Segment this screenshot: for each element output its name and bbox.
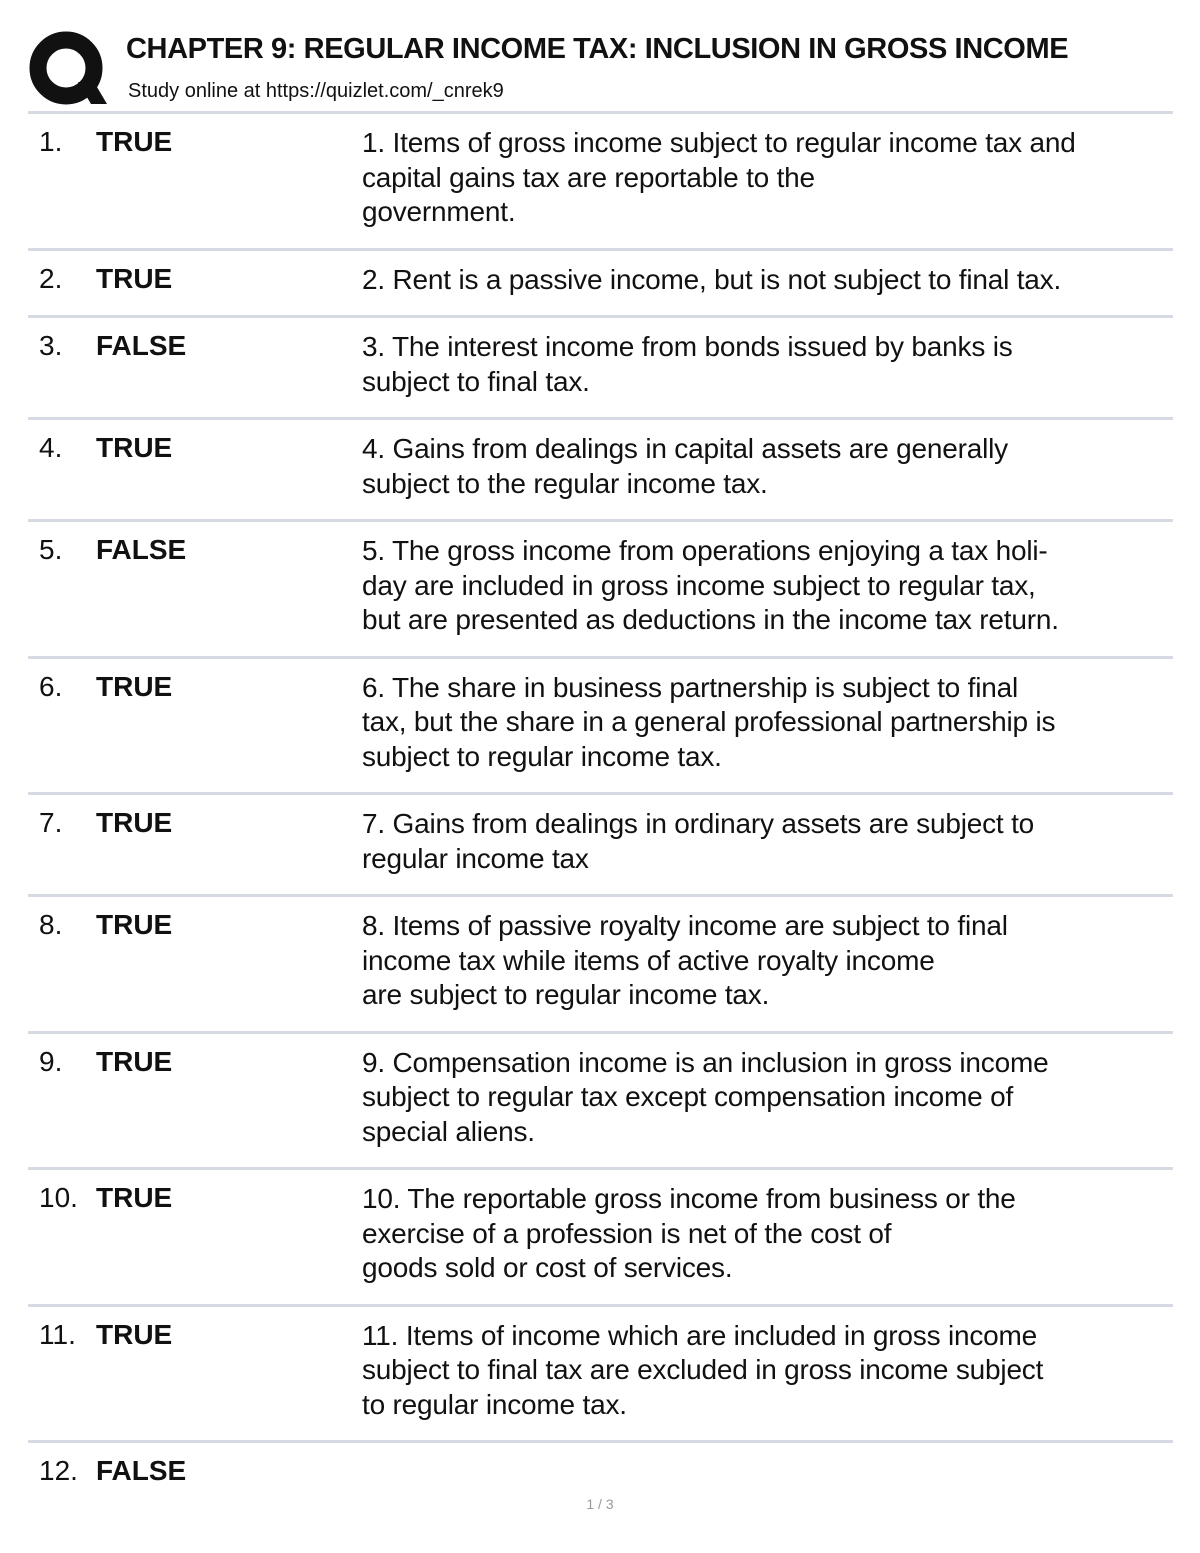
flashcard-number: 5. <box>39 534 63 565</box>
definition-line: subject to the regular income tax. <box>362 467 768 499</box>
flashcard-definition <box>362 1182 1162 1286</box>
definition-line: goods sold or cost of services. <box>362 1252 733 1283</box>
definition-line: 7. Gains from dealings in ordinary assets are subject to <box>362 808 1035 839</box>
flashcard-list <box>28 114 1173 1511</box>
definition-line: tax, but the share in a general professional partnership is <box>362 706 1056 737</box>
flashcard-term: TRUE <box>96 432 173 463</box>
flashcard-number: 12. <box>39 1455 78 1486</box>
definition-line: but are presented as deductions in the income tax return. <box>362 604 1059 635</box>
flashcard-term: TRUE <box>96 126 173 157</box>
definition-line: subject to regular tax except compensation income of <box>362 1081 1014 1112</box>
flashcard-number: 4. <box>39 432 63 463</box>
flashcard-definition <box>362 263 1162 298</box>
definition-line: to regular income tax. <box>362 1388 627 1420</box>
flashcard-number: 1. <box>39 126 63 157</box>
definition-line: exercise of a profession is net of the cost of <box>362 1217 892 1249</box>
definition-line: subject to final tax are excluded in gross income subject <box>362 1354 1044 1385</box>
flashcard-term: TRUE <box>96 1182 173 1213</box>
definition-line: subject to final tax. <box>362 365 590 397</box>
flashcard-number: 9. <box>39 1045 63 1077</box>
flashcard-row <box>28 318 1173 420</box>
flashcard-definition <box>362 126 1162 230</box>
flashcard-row <box>28 1034 1173 1171</box>
flashcard-number: 6. <box>39 670 63 702</box>
definition-line: 4. Gains from dealings in capital assets are generally <box>362 433 1008 464</box>
definition-line: 3. The interest income from bonds issued by banks is <box>362 331 1013 362</box>
flashcard-term: TRUE <box>96 670 173 702</box>
definition-line: subject to regular income tax. <box>362 740 722 772</box>
flashcard-number: 2. <box>39 262 63 294</box>
definition-line: 8. Items of passive royalty income are subject to final <box>362 910 1008 941</box>
flashcard-number: 3. <box>39 330 63 361</box>
definition-line: capital gains tax are reportable to the <box>362 161 815 193</box>
flashcard-definition <box>362 534 1162 638</box>
definition-line: income tax while items of active royalty income <box>362 944 935 976</box>
flashcard-number: 10. <box>39 1182 78 1213</box>
flashcard-term: TRUE <box>96 807 173 838</box>
definition-line: 9. Compensation income is an inclusion in gross income <box>362 1046 1049 1078</box>
flashcard-definition <box>362 1319 1162 1423</box>
flashcard-term: TRUE <box>96 262 173 294</box>
definition-line: are subject to regular income tax. <box>362 979 770 1010</box>
flashcard-term: FALSE <box>96 534 187 565</box>
flashcard-definition <box>362 909 1162 1013</box>
definition-line: 1. Items of gross income subject to regular income tax and <box>362 127 1076 158</box>
flashcard-number: 11. <box>39 1318 76 1350</box>
definition-line: 10. The reportable gross income from business or the <box>362 1183 1016 1214</box>
quizlet-logo-icon <box>28 30 108 106</box>
flashcard-definition <box>362 807 1162 876</box>
definition-line: 6. The share in business partnership is subject to final <box>362 671 1018 703</box>
flashcard-definition <box>362 432 1162 501</box>
flashcard-term: TRUE <box>96 909 173 940</box>
flashcard-row <box>28 420 1173 522</box>
study-online-link[interactable]: Study online at https://quizlet.com/_cnrek9 <box>128 80 504 102</box>
definition-line: 5. The gross income from operations enjoying a tax holi- <box>362 535 1048 566</box>
definition-line: regular income tax <box>362 842 589 874</box>
definition-line: government. <box>362 196 516 227</box>
definition-line: day are included in gross income subject to regular tax, <box>362 569 1036 601</box>
flashcard-term: TRUE <box>96 1045 173 1077</box>
page-header <box>0 0 1200 112</box>
definition-line: special aliens. <box>362 1115 535 1147</box>
flashcard-row <box>28 1170 1173 1307</box>
flashcard-row <box>28 897 1173 1034</box>
flashcard-number: 8. <box>39 909 63 940</box>
page-number: 1 / 3 <box>586 1496 614 1512</box>
flashcard-row <box>28 251 1173 319</box>
definition-line: 2. Rent is a passive income, but is not subject to final tax. <box>362 263 1062 295</box>
flashcard-row <box>28 659 1173 796</box>
flashcard-definition <box>362 1046 1162 1150</box>
definition-line: 11. Items of income which are included in gross income <box>362 1319 1038 1351</box>
flashcard-row <box>28 522 1173 659</box>
flashcard-row <box>28 114 1173 251</box>
flashcard-definition <box>362 330 1162 399</box>
flashcard-term: TRUE <box>96 1318 173 1350</box>
flashcard-definition <box>362 671 1162 775</box>
flashcard-row <box>28 795 1173 897</box>
flashcard-number: 7. <box>39 807 63 838</box>
flashcard-term: FALSE <box>96 1455 187 1486</box>
flashcard-row <box>28 1307 1173 1444</box>
page-title: CHAPTER 9: REGULAR INCOME TAX: INCLUSION IN GROSS INCOME <box>126 33 1069 65</box>
flashcard-term: FALSE <box>96 330 187 361</box>
